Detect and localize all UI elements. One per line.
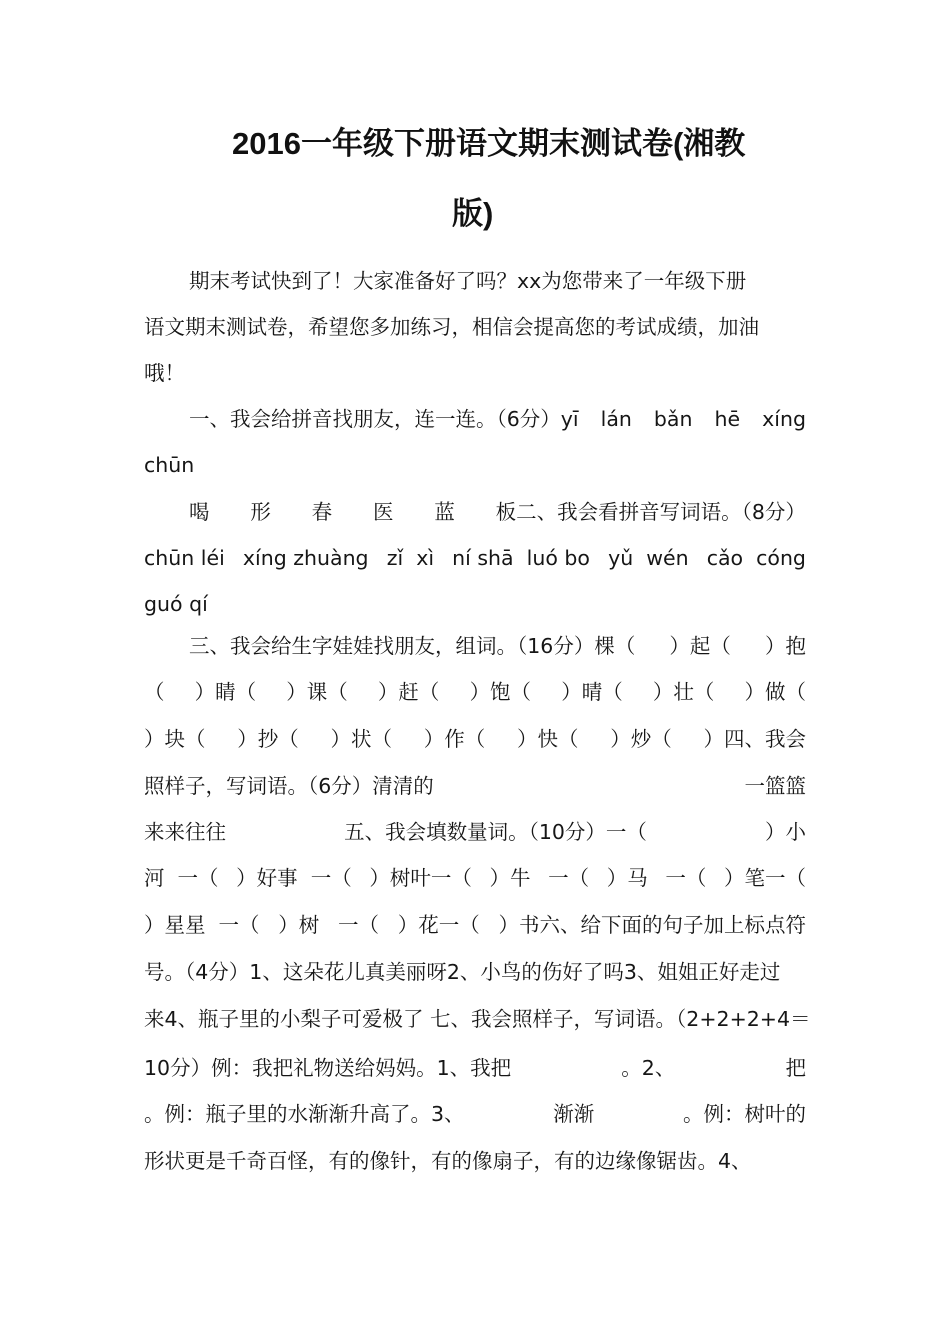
body-line <box>144 902 806 948</box>
body-text-segment: 一（ <box>665 866 707 890</box>
body-text-segment: ní shā luó bo <box>452 546 590 570</box>
body-line <box>144 763 806 809</box>
body-line <box>144 535 806 581</box>
body-text-segment: ）花一（ <box>397 913 480 937</box>
body-text-segment: xíng zhuàng <box>242 546 369 570</box>
body-text-segment: 春 <box>311 500 333 524</box>
body-text-segment: ）块（ <box>144 727 206 751</box>
body-text-segment: 渐渐 <box>553 1102 595 1126</box>
body-text-segment: ）赶（ <box>377 680 440 704</box>
body-text-segment: ）壮（ <box>652 680 715 704</box>
body-text-segment: ）状（ <box>330 727 392 751</box>
body-text-segment: ）树叶一（ <box>369 866 472 890</box>
body-text-segment: ）牛 <box>489 866 531 890</box>
body-text-segment: ）抄（ <box>237 727 299 751</box>
body-text-segment: yǔ wén <box>608 546 689 570</box>
body-text-segment: 三、我会给生字娃娃找朋友，组词。（16分）棵（ <box>189 634 636 658</box>
body-line <box>144 996 811 1042</box>
body-text-segment: zǐ xì <box>386 546 435 570</box>
body-text-segment: 10分）例：我把礼物送给妈妈。1、我把 <box>144 1056 512 1080</box>
body-line <box>144 442 806 488</box>
body-text-segment: ）做（ <box>744 680 806 704</box>
document-title-line-1: 2016一年级下册语文期末测试卷(湘教 <box>232 126 746 161</box>
body-text-segment: ）书六、给下面的句子加上标点符 <box>498 913 806 937</box>
body-text-segment: ）树 <box>278 913 320 937</box>
body-text-segment: ）课（ <box>286 680 348 704</box>
body-line <box>144 855 806 901</box>
body-text-segment: ）好事 一（ <box>236 866 352 890</box>
body-text-segment: ）抱 <box>765 634 806 658</box>
body-text-segment: lán <box>600 407 632 431</box>
body-text-segment: ）四、我会 <box>703 727 806 751</box>
body-line <box>144 350 806 396</box>
body-text-segment: 把 <box>785 1056 806 1080</box>
body-text-segment: guó qí <box>144 592 208 616</box>
body-text-segment: 照样子，写词语。（6分）清清的 <box>144 774 434 798</box>
body-text-segment: xíng <box>762 407 806 431</box>
body-text-segment: bǎn <box>653 407 693 431</box>
body-text-segment: 板二、我会看拼音写词语。（8分） <box>495 500 806 524</box>
body-line <box>189 489 806 535</box>
body-text-segment: 形状更是千奇百怪，有的像针，有的像扇子，有的边缘像锯齿。4、 <box>144 1149 752 1173</box>
body-text-segment: 期末考试快到了！大家准备好了吗？xx为您带来了一年级下册 <box>189 269 747 293</box>
body-text-segment: ）笔一（ <box>723 866 806 890</box>
body-line <box>144 1045 806 1091</box>
body-text-segment: ）快（ <box>517 727 579 751</box>
body-text-segment: 来4、瓶子里的小梨子可爱极了 七、我会照样子，写词语。（2+2+2+4＝ <box>144 1007 811 1031</box>
body-text-segment: 蓝 <box>434 500 455 524</box>
body-text-segment: ）饱（ <box>469 680 532 704</box>
body-text-segment: chūn léi <box>144 546 225 570</box>
body-text-segment: 形 <box>250 500 271 524</box>
body-line <box>144 809 806 855</box>
body-line <box>144 1091 806 1137</box>
body-text-segment: chūn <box>144 453 195 477</box>
body-line <box>144 304 806 350</box>
body-text-segment: ）作（ <box>423 727 486 751</box>
body-text-segment: 一（ <box>548 866 590 890</box>
body-text-segment: （ <box>144 680 165 704</box>
body-line <box>144 716 806 762</box>
body-text-segment: ）起（ <box>669 634 731 658</box>
body-line <box>144 949 806 995</box>
body-line <box>144 1138 806 1184</box>
body-line <box>144 669 806 715</box>
body-text-segment: 语文期末测试卷，希望您多加练习，相信会提高您的考试成绩，加油 <box>144 315 759 339</box>
body-line <box>189 623 806 669</box>
body-text-segment: 来来往往 <box>144 820 226 844</box>
body-text-segment: ）马 <box>606 866 648 890</box>
body-text-segment: 号。（4分）1、这朵花儿真美丽呀2、小鸟的伤好了吗3、姐姐正好走过 <box>144 960 781 984</box>
body-text-segment: 一、我会给拼音找朋友，连一连。（6分）yī <box>189 407 579 431</box>
body-text-segment: 五、我会填数量词。（10分）一（ <box>344 820 647 844</box>
body-text-segment: 。2、 <box>621 1056 676 1080</box>
body-text-segment: 河 一（ <box>144 866 219 890</box>
body-text-segment: ）小 <box>765 820 806 844</box>
body-line <box>144 581 806 627</box>
body-text-segment: ）晴（ <box>561 680 623 704</box>
body-text-segment: 哦！ <box>144 361 185 385</box>
body-text-segment: 一（ <box>338 913 380 937</box>
body-text-segment: ）睛（ <box>194 680 257 704</box>
body-text-segment: ）星星 一（ <box>144 913 260 937</box>
body-text-segment: 。例：瓶子里的水渐渐升高了。3、 <box>144 1102 465 1126</box>
body-text-segment: cǎo cóng <box>706 546 806 570</box>
document-title-line-2: 版) <box>452 196 494 231</box>
body-text-segment: 一篮篮 <box>744 774 806 798</box>
body-text-segment: ）炒（ <box>610 727 672 751</box>
body-text-segment: 喝 <box>189 500 210 524</box>
body-text-segment: 。例：树叶的 <box>682 1102 806 1126</box>
body-line <box>189 258 806 304</box>
body-text-segment: hē <box>714 407 741 431</box>
body-line <box>189 396 806 442</box>
body-text-segment: 医 <box>372 500 394 524</box>
